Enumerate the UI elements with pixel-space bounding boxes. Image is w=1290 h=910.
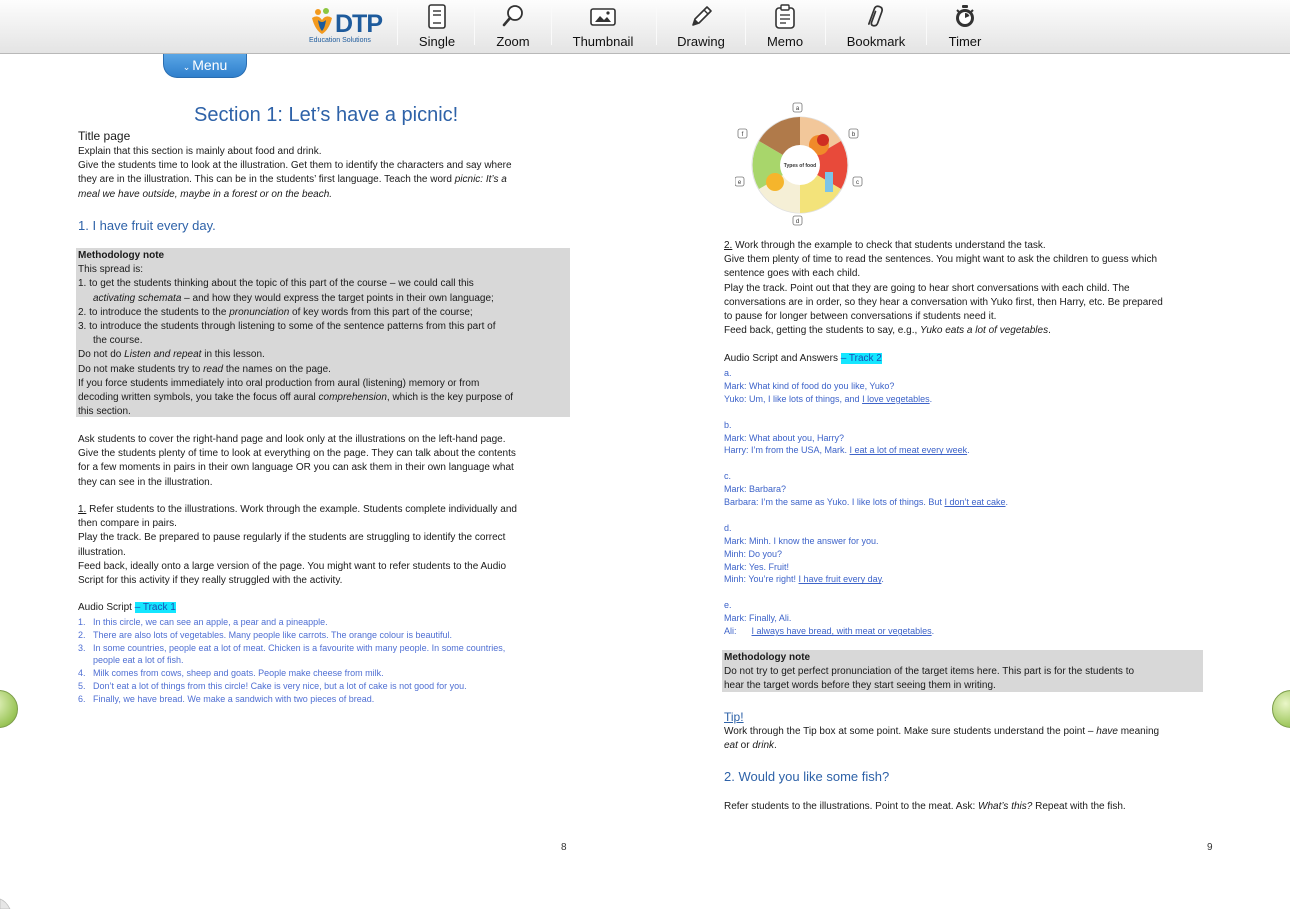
memo-button[interactable] [762,4,808,50]
list-item: 2. There are also lots of vegetables. Many people like carrots. The orange colour is beautiful. [78,629,453,640]
wheel-label-b: b [851,132,856,138]
wheel-label-a: a [795,106,800,112]
cover-paragraph: Ask students to cover the right-hand page and look only at the illustrations on the left-hand page. Give the students plenty of time to look at everything on the page. They can talk about the contents for a few moments in pairs in their own language OR you can ask them in their own language what they can see in the illustration. [78,434,516,488]
single-button[interactable] [414,4,460,50]
list-item: 5. Don’t eat a lot of things from this circle! Cake is very nice, but a lot of cake is not good for you. [78,680,467,691]
timer-button[interactable] [942,4,988,50]
intro-paragraph: Explain that this section is mainly about food and drink. Give the students time to look at the illustration. Get them to identify the characters and say where they are in the illustration. This can be in the students’ first language. Teach the word picnic: It’s a meal we have outside, maybe in a forest or on the beach. [78,146,512,200]
sub-heading-fish: 2. Would you like some fish? [724,769,890,784]
list-item: 4. Milk comes from cows, sheep and goats. People make cheese from milk. [78,668,384,679]
single-label: Single [418,34,456,49]
wheel-label-f: f [741,132,744,138]
answer-underline: I always have bread, with meat or vegetables [751,626,932,637]
tip-paragraph: Work through the Tip box at some point. Make sure students understand the point – have meaning eat or drink. [724,726,1160,752]
toolbar-separator [745,7,746,45]
refer-fish-paragraph: Refer students to the illustrations. Point to the meat. Ask: What’s this? Repeat with the fish. [724,801,1126,812]
section-title: Section 1: Let’s have a picnic! [194,104,459,126]
wheel-label-c: c [856,180,859,186]
zoom-label: Zoom [496,34,530,49]
toolbar-separator [825,7,826,45]
list-item-continued: people eat a lot of fish. [93,655,184,666]
answer-underline: I don’t eat cake [944,497,1006,508]
zoom-button[interactable] [490,4,536,50]
toolbar-separator [656,7,657,45]
drawing-button[interactable] [673,4,729,50]
thumbnail-icon [589,4,617,30]
list-item: 6. Finally, we have bread. We make a sandwich with two pieces of bread. [78,693,375,704]
toolbar-separator [474,7,475,45]
toolbar-separator [551,7,552,45]
audio-script-dialogue: a. Mark: What kind of food do you like, Yuko? Yuko: Um, I like lots of things, and I love vegetables. b. Mark: What about you, Harry? Harry: I’m from the USA, Mark. I eat a lot of meat every week. c. Mark: Barbara? Barbara: I’m the same as Yuko. I like lots of things. But I don’t eat cake. d. Mark: Minh. I know the answer for you. Minh: Do you? Mark: Yes. Fruit! Minh: You’re right! I have fruit every day. e. Mark: Finally, Ali. Ali: I always have bread, with meat or vegetables. [724,368,1009,637]
bookmark-label: Bookmark [846,34,906,49]
page-left [0,58,645,858]
toolbar [0,0,1290,54]
logo-text: DTP [335,10,382,38]
page-right [645,58,1290,858]
thumbnail-button[interactable] [567,4,639,50]
dtp-logo [309,6,387,46]
page-curl-icon[interactable] [0,895,14,909]
chevron-down-icon: ⌄ [182,62,191,72]
timer-label: Timer [948,34,982,49]
wheel-center-label: Types of food [783,163,817,169]
thumbnail-label: Thumbnail [572,34,634,49]
toolbar-separator [397,7,398,45]
pencil-icon [688,4,714,30]
page-number-left: 8 [561,842,567,853]
audio-script-answers-heading: Audio Script and Answers – Track 2 [724,353,882,364]
list-item: 1. In this circle, we can see an apple, a pear and a pineapple. [78,617,328,627]
answer-underline: I love vegetables [862,393,930,404]
memo-icon [773,4,797,30]
track-2-highlight: – Track 2 [840,353,882,364]
stopwatch-icon [953,4,977,30]
memo-label: Memo [766,34,804,49]
toolbar-separator [926,7,927,45]
list-item: 3. In some countries, people eat a lot of meat. Chicken is a favourite with many people. In some countries, [78,642,506,653]
magnifier-icon [501,4,525,30]
audio-script-heading: Audio Script – Track 1 [78,602,176,613]
wheel-label-e: e [737,180,742,186]
logo-subtitle: Education Solutions [309,37,371,44]
bookmark-icon [864,4,888,30]
title-page-heading: Title page [78,129,131,143]
logo-figure-icon [309,6,335,36]
methodology-note: Methodology note This spread is: 1. to get the students thinking about the topic of this part of the course – we could call this activating schemata – and how they would express the target points in their own language; 2. to introduce the students to the pronunciation of key words from this part of the course; 3. to introduce the students through listening to some of the sentence patterns from this part of the course. Do not do Listen and repeat in this lesson. Do not make students try to read the names on the page. If you force students immediately into oral production from aural (listening) memory or from decoding written symbols, you take the focus off aural comprehension, which is the key purpose of this section. [78,250,514,418]
menu-label: Menu [192,57,228,73]
task-two-paragraph: 2. Work through the example to check that students understand the task. Give them plenty of time to read the sentences. You might want to ask the children to guess which sentence goes with each child. Play the track. Point out that they are going to hear short conversations with each child. The conversations are in order, so they hear a conversation with Yuko first, then Harry, etc. Be prepared to pause for longer between conversations if students need it. Feed back, getting the students to say, e.g., Yuko eats a lot of vegetables. [724,240,1163,337]
sub-heading-fruit: 1. I have fruit every day. [78,218,216,233]
wheel-label-d: d [795,219,800,225]
audio-script-list [78,616,568,706]
single-page-icon [425,4,449,30]
refer-paragraph: 1. Refer students to the illustrations. Work through the example. Students complete individually and then compare in pairs. Play the track. Be prepared to pause regularly if the students are struggling to identify the correct illustration. Feed back, ideally onto a large version of the page. You might want to refer students to the Audio Script for this activity if they really struggled with the activity. [78,504,517,587]
track-1-highlight: – Track 1 [134,602,176,613]
drawing-label: Drawing [677,34,725,49]
bookmark-button[interactable] [842,4,910,50]
methodology-note-right: Methodology note Do not try to get perfect pronunciation of the target items here. This part is for the students to hear the target words before they start seeing them in writing. [724,652,1135,692]
answer-underline: I have fruit every day [798,574,882,585]
page-number-right: 9 [1207,842,1213,853]
tip-heading: Tip! [724,710,744,724]
answer-underline: I eat a lot of meat every week [849,445,968,456]
